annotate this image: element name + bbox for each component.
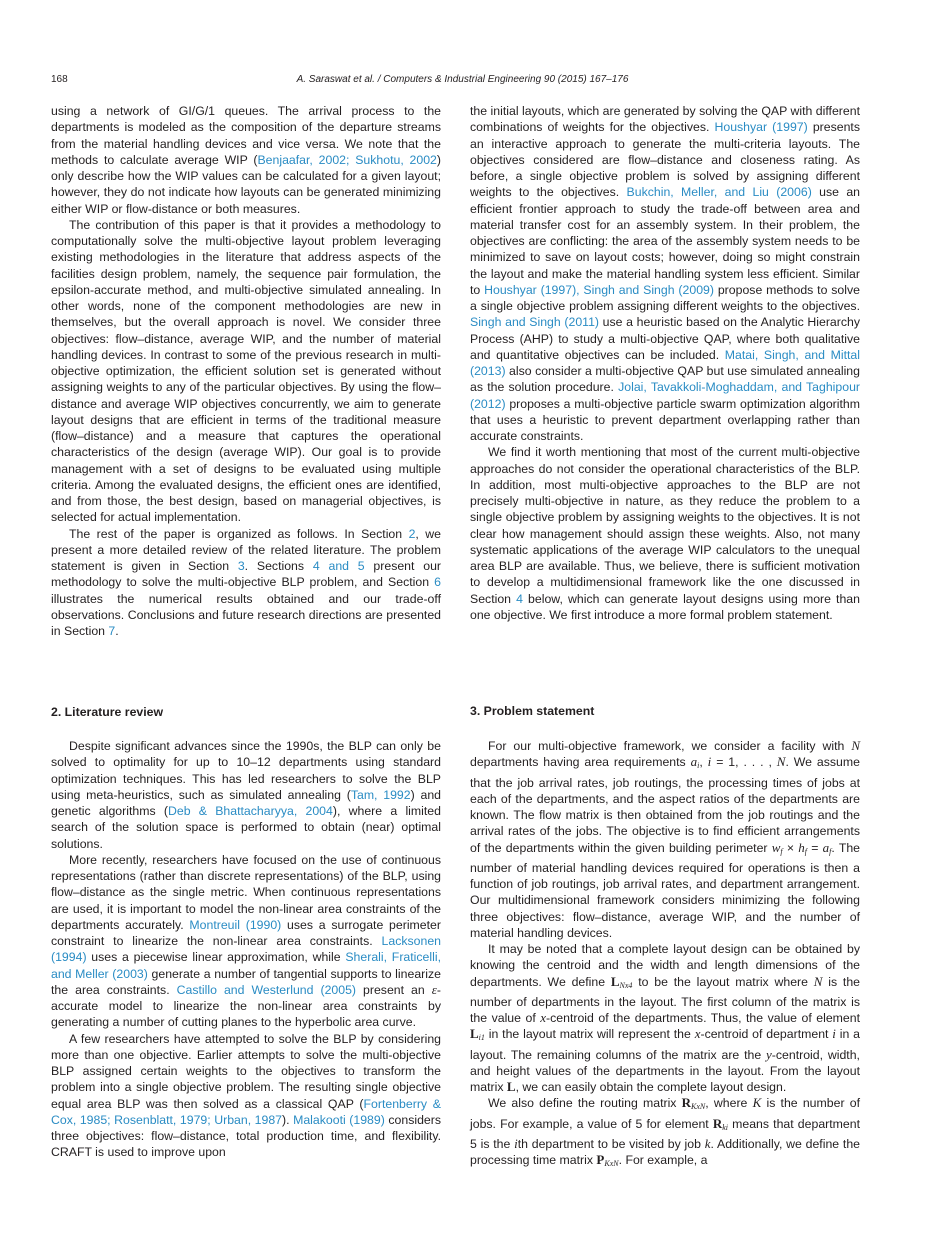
text-run: using a network of GI/G/1 queues. The arrival process to the departments is modeled as the composition of the departure streams from the material handling devices and vice versa. We note that the methods to calculate average WIP ( bbox=[51, 104, 441, 167]
citation-link[interactable]: 4 and 5 bbox=[312, 559, 365, 573]
text-run: -centroid, width, and height values of the departments in the layout. From the layout matrix bbox=[470, 1047, 860, 1094]
math-symbol: Nx4 bbox=[619, 980, 633, 990]
math-symbol: h bbox=[798, 839, 805, 855]
text-run: ), where a limited search of the solution space is performed to obtain (near) optimal solutions. bbox=[51, 804, 441, 851]
math-symbol: i bbox=[697, 761, 700, 771]
text-run: A few researchers have attempted to solve the BLP by considering more than one objective. Earlier attempts to solve the multi-objective BLP assigned certain weights to the objectives to transform the problem into a single objective problem. The resulting single objective equal area BLP was then solved as a classical QAP ( bbox=[51, 1031, 441, 1111]
text-run: uses a surrogate perimeter constraint to linearize the non-linear area constraints. bbox=[51, 917, 441, 948]
citation-link[interactable]: Malakooti (1989) bbox=[293, 1112, 385, 1127]
math-symbol: KxN bbox=[604, 1159, 619, 1168]
text-run: is the number of departments in the layout. The first column of the matrix is the value of bbox=[470, 974, 861, 1025]
text-run: , we present a more detailed review of the related literature. The problem statement is given in Section bbox=[51, 526, 441, 573]
math-symbol: f bbox=[804, 846, 808, 856]
text-run: generate a number of tangential supports to linearize the area constraints. bbox=[51, 966, 441, 997]
text-run: , we can easily obtain the complete layout design. bbox=[515, 1080, 787, 1094]
text-run: below, which can generate layout designs using more than one objective. We first introduce a more formal problem statement. bbox=[470, 591, 860, 622]
text-run: proposes a multi-objective particle swarm optimization algorithm that uses a heuristic to prevent department overlapping rather than accurate constraints. bbox=[470, 396, 860, 443]
paragraph bbox=[51, 852, 441, 1031]
text-run: th department to be visited by job bbox=[517, 1136, 705, 1151]
text-run: = bbox=[807, 840, 823, 855]
math-symbol: ε bbox=[431, 981, 437, 997]
paragraph bbox=[51, 526, 441, 640]
citation-link[interactable]: Tam, 1992 bbox=[350, 787, 411, 802]
citation-link[interactable]: Sherali, Fraticelli, and Meller (2003) bbox=[51, 950, 441, 981]
text-run: The rest of the paper is organized as follows. In Section bbox=[69, 526, 409, 541]
text-run: in the layout matrix will represent the bbox=[484, 1027, 695, 1042]
text-run: uses a piecewise linear approximation, while bbox=[86, 950, 346, 965]
math-symbol: K bbox=[752, 1095, 762, 1111]
text-run: the initial layouts, which are generated by solving the QAP with different combinations of weights for the objectives. bbox=[470, 104, 860, 135]
text-run: . The number of material handling devices required for operations is then a function of job routings, job arrival rates, and department arrangement. Our multidimensional framework considers minimizing the following three objectives: flow–distance, average WIP, and the number of material handling devices. bbox=[470, 840, 861, 940]
citation-link[interactable]: Fortenberry & Cox, 1985; Rosenblatt, 1979; Urban, 1987 bbox=[51, 1096, 441, 1127]
text-run: propose methods to solve a single objective problem assigning different weights to the objectives. bbox=[470, 282, 860, 313]
text-run: . For example, a bbox=[618, 1153, 708, 1167]
citation-link[interactable]: Lacksonen (1994) bbox=[51, 934, 441, 965]
right-column-literature bbox=[470, 103, 860, 623]
text-run: -centroid of the departments. Thus, the value of element bbox=[546, 1011, 860, 1025]
text-run: We also define the routing matrix bbox=[488, 1096, 682, 1111]
paragraph bbox=[51, 1031, 441, 1161]
paragraph bbox=[470, 1095, 860, 1172]
section-heading-problem-statement: 3. Problem statement bbox=[470, 704, 595, 718]
page-number: 168 bbox=[51, 74, 68, 85]
citation-link[interactable]: Deb & Bhattacharyya, 2004 bbox=[167, 804, 333, 818]
math-symbol: N bbox=[776, 754, 786, 770]
text-run: For our multi-objective framework, we consider a facility with bbox=[488, 739, 852, 753]
left-column-intro bbox=[51, 103, 441, 639]
citation-link[interactable]: Matai, Singh, and Mittal (2013) bbox=[470, 347, 861, 378]
math-symbol: L bbox=[610, 973, 620, 989]
text-run: It may be noted that a complete layout design can be obtained by knowing the centroid and the width and length dimensions of the departments. We define bbox=[470, 942, 860, 989]
citation-link[interactable]: Singh and Singh (2011) bbox=[470, 315, 600, 330]
paragraph bbox=[470, 103, 860, 444]
citation-link[interactable]: Montreuil (1990) bbox=[189, 917, 282, 932]
text-run: considers three objectives: flow–distance, total production time, and flexibility. CRAFT is used to improve upon bbox=[51, 1112, 442, 1160]
math-symbol: y bbox=[766, 1046, 772, 1062]
citation-link[interactable]: 6 bbox=[434, 575, 441, 590]
math-symbol: f bbox=[780, 846, 783, 856]
citation-link[interactable]: 3 bbox=[237, 559, 245, 573]
math-symbol: KxN bbox=[691, 1102, 706, 1112]
math-symbol: L bbox=[506, 1079, 516, 1094]
paragraph bbox=[470, 738, 860, 941]
math-symbol: L bbox=[470, 1026, 479, 1042]
text-run: = 1, . . . , bbox=[711, 755, 777, 770]
text-run: More recently, researchers have focused on the use of continuous representations (rather than discrete representations) of the BLP, using flow–distance as the single metric. When continuous representations are used, it is important to model the non-linear area constraints of the departments accurately. bbox=[51, 852, 441, 932]
text-run: . We assume that the job arrival rates, job routings, the processing times of jobs at each of the departments, and the aspect ratios of the departments are known. The flow matrix is then obtained from the job routings and the arrival rates of the jobs. The objective is to find efficient arrangements of the departments within the given building perimeter bbox=[470, 755, 860, 855]
math-symbol: i bbox=[514, 1135, 518, 1151]
text-run: . bbox=[115, 624, 119, 638]
text-run: Despite significant advances since the 1990s, the BLP can only be solved to optimality for up to 10–12 departments using standard optimization techniques. This has led researchers to solve the BLP using meta-heuristics, such as simulated annealing ( bbox=[51, 739, 441, 802]
text-run: also consider a multi-objective QAP but use simulated annealing as the solution procedure. bbox=[470, 364, 860, 395]
text-run: illustrates the numerical results obtained and our trade-off observations. Conclusions and future research directions are presented in Section bbox=[51, 591, 441, 638]
citation-link[interactable]: Houshyar (1997) bbox=[714, 120, 808, 135]
text-run: , where bbox=[705, 1096, 753, 1111]
text-run: use a heuristic based on the Analytic Hierarchy Process (AHP) to study a multi-objective QAP, where both qualitative and quantitative objectives can be included. bbox=[470, 315, 860, 362]
citation-link[interactable]: Benjaafar, 2002; Sukhotu, 2002 bbox=[257, 152, 437, 167]
text-run: We find it worth mentioning that most of the current multi-objective approaches do not consider the operational characteristics of the BLP. In addition, most multi-objective approaches to the BLP are not precisely multi-objective in nature, as they reduce the problem to a single objective problem by assigning weights to the objectives. It is not clear how management should assign these weights. Also, not many systematic applications of the average WIP calculators to the unequal area BLP are available. Thus, we believe, there is sufficient motivation to develop a multidimensional framework like the one discussed in Section bbox=[470, 445, 860, 606]
math-symbol: a bbox=[822, 839, 830, 855]
running-header: A. Saraswat et al. / Computers & Industrial Engineering 90 (2015) 167–176 bbox=[296, 74, 629, 85]
math-symbol: x bbox=[540, 1010, 547, 1025]
text-run: to be the layout matrix where bbox=[632, 974, 814, 989]
math-symbol: f bbox=[829, 846, 832, 856]
citation-link[interactable]: Jolai, Tavakkoli-Moghaddam, and Taghipour (2012) bbox=[470, 380, 861, 411]
text-run: ) and genetic algorithms ( bbox=[51, 787, 441, 818]
math-symbol: N bbox=[851, 738, 860, 753]
text-run: . Sections bbox=[244, 559, 313, 573]
text-run: -accurate model to linearize the non-linear area constraints by generating a number of cutting planes to the hyperbolic area curve. bbox=[51, 982, 441, 1030]
citation-link[interactable]: Bukchin, Meller, and Liu (2006) bbox=[626, 185, 812, 200]
literature-review-body bbox=[51, 738, 441, 1161]
text-run: is the number of jobs. For example, a value of 5 for element bbox=[470, 1096, 860, 1131]
text-run: presents an interactive approach to generate the multi-criteria layouts. The objectives considered are flow–distance and closeness rating. As before, a single objective problem is solved by assigning different weights to the objectives. bbox=[470, 120, 860, 200]
math-symbol: R bbox=[681, 1095, 692, 1111]
text-run: , bbox=[699, 755, 708, 770]
math-symbol: i1 bbox=[478, 1033, 485, 1043]
citation-link[interactable]: 2 bbox=[408, 526, 416, 541]
math-symbol: R bbox=[712, 1115, 723, 1131]
text-run: departments having area requirements bbox=[470, 755, 691, 770]
citation-link[interactable]: Houshyar (1997), Singh and Singh (2009) bbox=[484, 282, 714, 297]
text-run: in a layout. The remaining columns of the matrix are the bbox=[470, 1027, 861, 1062]
math-symbol: P bbox=[596, 1152, 605, 1167]
citation-link[interactable]: Castillo and Westerlund (2005) bbox=[176, 982, 357, 997]
text-run: present our methodology to solve the multi-objective BLP problem, and Section bbox=[51, 559, 441, 590]
text-run: means that department 5 is the bbox=[470, 1116, 861, 1151]
text-run: . Additionally, we define the processing time matrix bbox=[470, 1136, 860, 1167]
text-run: use an efficient frontier approach to study the trade-off between area and material transfer cost for an assembly system. In their problem, the objectives are conflicting: the area of the assembly system needs to be minimized to save on layout costs; however, doing so might constrain the layout and make the material handling system less efficient. Similar to bbox=[470, 185, 860, 297]
citation-link[interactable]: 4 bbox=[516, 591, 523, 606]
math-symbol: N bbox=[813, 973, 823, 989]
text-run: -centroid of department bbox=[700, 1027, 833, 1042]
paragraph bbox=[51, 738, 441, 852]
math-symbol: x bbox=[694, 1026, 701, 1042]
math-symbol: ki bbox=[722, 1122, 729, 1132]
math-symbol: w bbox=[771, 839, 781, 855]
math-symbol: k bbox=[704, 1135, 711, 1151]
text-run: present an bbox=[356, 982, 432, 997]
math-symbol: a bbox=[690, 754, 698, 770]
text-run: ). bbox=[282, 1112, 294, 1127]
paragraph bbox=[51, 217, 441, 526]
text-run: × bbox=[782, 840, 799, 855]
math-symbol: i bbox=[832, 1026, 836, 1042]
problem-statement-body bbox=[470, 738, 860, 1172]
paragraph bbox=[51, 103, 441, 217]
paragraph bbox=[470, 941, 860, 1095]
citation-link[interactable]: 7 bbox=[108, 624, 116, 638]
paragraph bbox=[470, 444, 860, 623]
section-heading-literature-review: 2. Literature review bbox=[51, 705, 164, 719]
text-run: ) only describe how the WIP values can be calculated for a given layout; however, they do not indicate how layouts can be generated minimizing either WIP or flow-distance or both measures. bbox=[51, 152, 442, 216]
math-symbol: i bbox=[707, 754, 712, 770]
text-run: The contribution of this paper is that it provides a methodology to computationally solve the multi-objective layout problem leveraging existing methodologies in the literature that address aspects of the facilities design problem, namely, the sequence pair formulation, the epsilon-accurate method, and multi-objective simulated annealing. In other words, none of the component methodologies are new in themselves, but the overall approach is novel. We consider three objectives: flow–distance, average WIP, and the number of material handling devices. In contrast to some of the previous research in multi-objective optimization, the efficient solution set is generated without assigning weights to any of the particular objectives. By using the flow–distance and average WIP objectives concurrently, we aim to generate layout designs that are efficient in terms of the traditional measure (flow–distance) and a measure that captures the operational characteristics of the design (average WIP). Our goal is to provide management with a set of designs to be evaluated using multiple criteria. Among the evaluated designs, the efficient ones are identified, and from those, the best design, based on managerial objectives, is selected for actual implementation. bbox=[51, 217, 441, 525]
